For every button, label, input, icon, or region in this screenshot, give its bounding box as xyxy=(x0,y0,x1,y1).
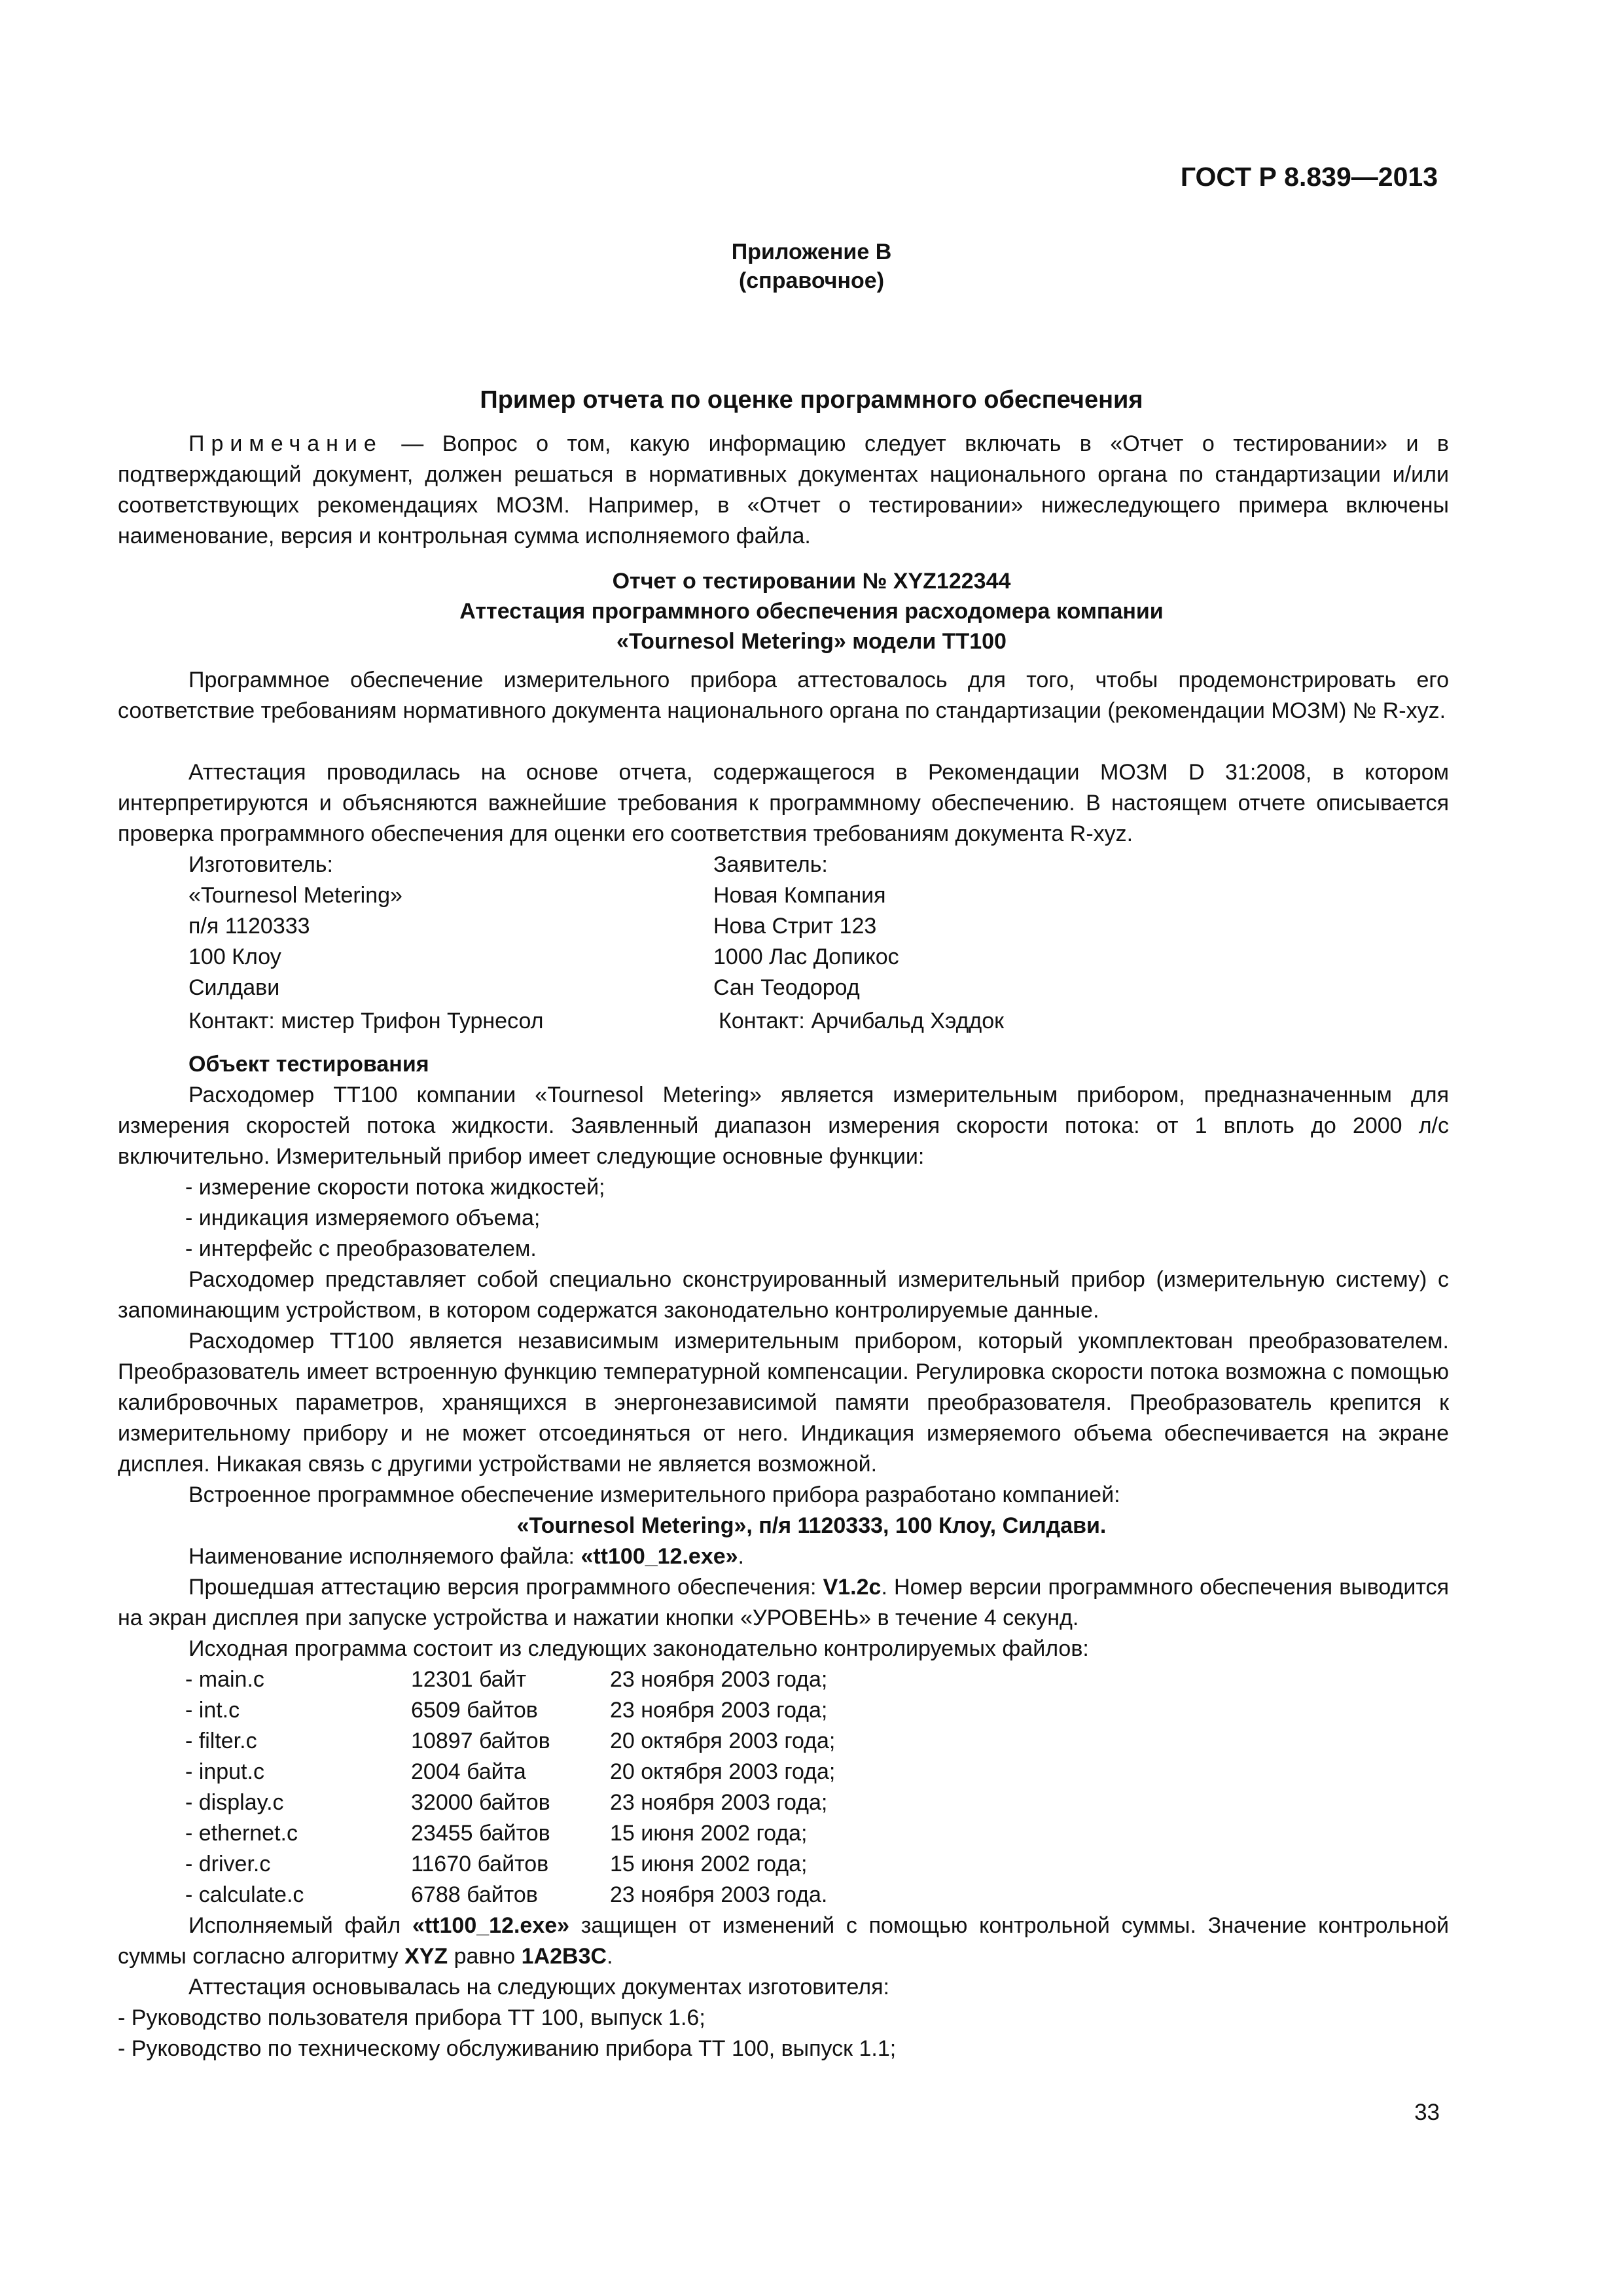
exe-prefix: Наименование исполняемого файла: xyxy=(188,1544,581,1569)
exe-name: «tt100_12.exe» xyxy=(580,1544,738,1569)
manufacturer-line: 100 Клоу xyxy=(188,944,281,969)
checksum-text: равно xyxy=(448,1944,522,1969)
version-value: V1.2c xyxy=(823,1575,882,1600)
checksum-algorithm: XYZ xyxy=(404,1944,448,1969)
applicant-line: 1000 Лас Допикос xyxy=(713,944,899,969)
applicant-contact: Контакт: Арчибальд Хэддок xyxy=(719,1009,1005,1033)
paragraph-2: Аттестация проводилась на основе отчета, содержащегося в Рекомендации МОЗМ D 31:2008, в котором интерпретируются и объясняются важнейшие требования к программному обеспечению. В настоящем отчете описывается проверка программного обеспечения для оценки его соответствия требованиям документа R-xyz. xyxy=(118,760,1449,846)
version-prefix: Прошедшая аттестацию версия программного обеспечения: xyxy=(188,1575,823,1600)
file-name: - int.c xyxy=(185,1698,240,1723)
manufacturer-line: «Tournesol Metering» xyxy=(188,883,402,908)
file-size: 10897 байтов xyxy=(411,1729,550,1753)
file-date: 15 июня 2002 года; xyxy=(610,1852,808,1876)
checksum-paragraph xyxy=(118,1910,1449,1972)
appendix-title: Приложение В xyxy=(731,240,892,264)
checksum-exe: «tt100_12.exe» xyxy=(412,1913,570,1938)
parties-block xyxy=(118,850,1449,1046)
page-number: 33 xyxy=(1414,2100,1440,2125)
note-paragraph xyxy=(118,429,1449,552)
manufacturer-line: п/я 1120333 xyxy=(188,914,310,939)
file-size: 6788 байтов xyxy=(411,1882,538,1907)
docs-list xyxy=(118,2003,1449,2064)
files-table xyxy=(118,1664,1449,1910)
applicant-line: Нова Стрит 123 xyxy=(713,914,877,939)
file-date: 20 октября 2003 года; xyxy=(610,1729,836,1753)
applicant-line: Заявитель: xyxy=(713,852,828,877)
object-paragraph-3: Расходомер ТТ100 является независимым измерительным прибором, который укомплектован преобразователем. Преобразователь имеет встроенную функцию температурной компенсации. Регулировка скорости потока возможна с помощью калибровочных параметров, хранящихся в энергонезависимой памяти преобразователя. Преобразователь крепится к измерительному прибору и не может отсоединяться от него. Индикация измеряемого объема обеспечивается на экране дисплея. Никакая связь с другими устройствами не является возможной. xyxy=(118,1329,1449,1477)
report-title-line-3: «Tournesol Metering» модели ТТ100 xyxy=(616,629,1007,654)
file-date: 20 октября 2003 года; xyxy=(610,1759,836,1784)
file-date: 23 ноября 2003 года. xyxy=(610,1882,828,1907)
report-title-line-2: Аттестация программного обеспечения расходомера компании xyxy=(459,599,1164,624)
file-size: 11670 байтов xyxy=(411,1852,549,1876)
functions-list xyxy=(118,1172,1449,1265)
object-paragraph-1: Расходомер ТТ100 компании «Tournesol Metering» является измерительным прибором, предназначенным для измерения скоростей потока жидкости. Заявленный диапазон измерения скорости потока: от 1 вплоть до 2000 л/с включительно. Измерительный прибор имеет следующие основные функции: xyxy=(118,1083,1449,1169)
list-item: - индикация измеряемого объема; xyxy=(185,1206,541,1230)
file-name: - calculate.c xyxy=(185,1882,304,1907)
paragraph-1: Программное обеспечение измерительного прибора аттестовалось для того, чтобы продемонстрировать его соответствие требованиям нормативного документа национального органа по стандартизации (рекомендации МОЗМ) № R-xyz. xyxy=(118,668,1449,723)
appendix-type: (справочное) xyxy=(738,268,885,293)
checksum-text: защищен от изменений с помощью контрольной суммы. Значение контрольной суммы согласно алгоритму xyxy=(118,1913,1450,1969)
note-text: — Вопрос о том, какую информацию следует включать в «Отчет о тестировании» и в подтверждающий документ, должен решаться в нормативных документах национального органа по стандартизации и/или соответствующих рекомендациях МОЗМ. Например, в «Отчет о тестировании» нижеследующего примера включены наименование, версия и контрольная сумма исполняемого файла. xyxy=(118,431,1449,548)
file-name: - input.c xyxy=(185,1759,264,1784)
exe-suffix: . xyxy=(738,1544,744,1569)
manufacturer-line: Изготовитель: xyxy=(188,852,333,877)
object-paragraph-4: Встроенное программное обеспечение измерительного прибора разработано компанией: xyxy=(188,1482,1120,1507)
checksum-text: Исполняемый файл xyxy=(188,1913,412,1938)
file-size: 23455 байтов xyxy=(411,1821,550,1846)
checksum-value: 1A2B3C xyxy=(521,1944,607,1969)
docs-intro: Аттестация основывалась на следующих документах изготовителя: xyxy=(188,1975,889,2000)
report-title-line-1: Отчет о тестировании № XYZ122344 xyxy=(612,569,1011,594)
manufacturer-line: Силдави xyxy=(188,975,280,1000)
file-date: 23 ноября 2003 года; xyxy=(610,1698,828,1723)
list-item: - Руководство пользователя прибора ТТ 100, выпуск 1.6; xyxy=(118,2005,705,2030)
file-name: - ethernet.c xyxy=(185,1821,298,1846)
file-size: 6509 байтов xyxy=(411,1698,538,1723)
manufacturer-column xyxy=(188,850,699,1037)
applicant-line: Новая Компания xyxy=(713,883,886,908)
file-size: 2004 байта xyxy=(411,1759,526,1784)
appendix-heading xyxy=(0,238,1623,295)
developer-line: «Tournesol Metering», п/я 1120333, 100 Клоу, Силдави. xyxy=(516,1513,1107,1538)
file-name: - main.c xyxy=(185,1667,264,1692)
file-name: - driver.c xyxy=(185,1852,271,1876)
files-intro: Исходная программа состоит из следующих законодательно контролируемых файлов: xyxy=(188,1636,1089,1661)
checksum-text: . xyxy=(607,1944,613,1969)
note-label: Примечание xyxy=(188,431,383,456)
list-item: - измерение скорости потока жидкостей; xyxy=(185,1175,605,1200)
applicant-column xyxy=(713,850,1302,1037)
file-date: 15 июня 2002 года; xyxy=(610,1821,808,1846)
applicant-line: Сан Теодород xyxy=(713,975,860,1000)
file-name: - display.c xyxy=(185,1790,284,1815)
version-paragraph xyxy=(118,1572,1449,1634)
list-item: - интерфейс с преобразователем. xyxy=(185,1236,537,1261)
file-date: 23 ноября 2003 года; xyxy=(610,1790,828,1815)
file-size: 12301 байт xyxy=(411,1667,527,1692)
file-date: 23 ноября 2003 года; xyxy=(610,1667,828,1692)
standard-header: ГОСТ Р 8.839—2013 xyxy=(1180,162,1438,192)
file-name: - filter.c xyxy=(185,1729,257,1753)
file-size: 32000 байтов xyxy=(411,1790,550,1815)
version-suffix: . Номер версии программного обеспечения выводится на экран дисплея при запуске устройства и нажатии кнопки «УРОВЕНЬ» в течение 4 секунд. xyxy=(118,1575,1449,1630)
object-paragraph-2: Расходомер представляет собой специально сконструированный измерительный прибор (измерительную систему) с запоминающим устройством, в котором содержатся законодательно контролируемые данные. xyxy=(118,1267,1449,1323)
manufacturer-contact: Контакт: мистер Трифон Турнесол xyxy=(188,1009,544,1033)
list-item: - Руководство по техническому обслуживанию прибора ТТ 100, выпуск 1.1; xyxy=(118,2036,897,2061)
report-title xyxy=(0,566,1623,656)
exe-name-line xyxy=(118,1541,1449,1572)
object-heading: Объект тестирования xyxy=(188,1052,429,1077)
main-title: Пример отчета по оценке программного обеспечения xyxy=(480,386,1143,414)
